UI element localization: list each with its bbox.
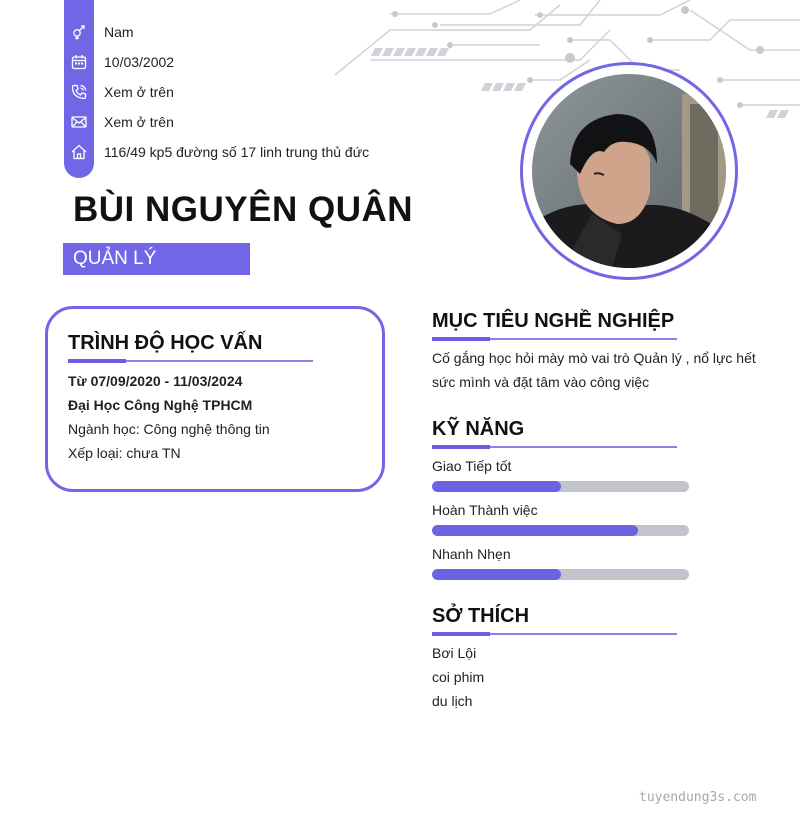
skill-label: Hoàn Thành việc	[432, 502, 538, 518]
mail-icon	[64, 107, 94, 137]
watermark: tuyendung3s.com	[639, 790, 757, 805]
email-text: Xem ở trên	[104, 114, 174, 130]
role-badge: QUẢN LÝ	[63, 243, 250, 275]
phone-text: Xem ở trên	[104, 84, 174, 100]
education-title: TRÌNH ĐỘ HỌC VẤN	[68, 332, 263, 354]
hobby-item: coi phim	[432, 669, 485, 685]
contact-email	[64, 107, 174, 137]
gender-icon	[64, 17, 94, 47]
avatar-frame	[520, 62, 738, 280]
contact-birthday	[64, 47, 174, 77]
avatar	[532, 74, 726, 268]
birthday-text: 10/03/2002	[104, 54, 175, 70]
objective-line-1: Cố gắng học hỏi mày mò vai trò Quản lý , nổ lực hết	[432, 350, 756, 366]
contact-gender	[64, 17, 134, 47]
contact-address	[64, 137, 369, 167]
education-school: Đại Học Công Nghệ TPHCM	[68, 397, 253, 413]
skills-title-underline	[432, 446, 677, 448]
address-text: 116/49 kp5 đường số 17 linh trung thủ đức	[104, 144, 370, 160]
skill-progress-bar	[432, 569, 689, 580]
education-title-underline	[68, 360, 313, 362]
skill-progress-fill	[432, 481, 561, 492]
contact-phone	[64, 77, 174, 107]
education-major: Ngành học: Công nghệ thông tin	[68, 421, 270, 437]
skills-title: KỸ NĂNG	[432, 418, 525, 440]
full-name: BÙI NGUYÊN QUÂN	[73, 190, 414, 229]
home-icon	[64, 137, 94, 167]
objective-title-underline	[432, 338, 677, 340]
objective-title: MỤC TIÊU NGHỀ NGHIỆP	[432, 310, 675, 332]
skill-progress-bar	[432, 525, 689, 536]
education-grade: Xếp loại: chưa TN	[68, 445, 181, 461]
calendar-icon	[64, 47, 94, 77]
education-period: Từ 07/09/2020 - 11/03/2024	[68, 373, 243, 389]
hobby-item: Bơi Lội	[432, 645, 477, 661]
hobby-item: du lịch	[432, 693, 473, 709]
hobbies-title: SỞ THÍCH	[432, 605, 530, 627]
skill-label: Nhanh Nhẹn	[432, 546, 511, 562]
hobbies-title-underline	[432, 633, 677, 635]
objective-line-2: sức mình và đặt tâm vào công việc	[432, 374, 650, 390]
skill-progress-bar	[432, 481, 689, 492]
skill-progress-fill	[432, 525, 638, 536]
gender-text: Nam	[104, 24, 134, 40]
phone-icon	[64, 77, 94, 107]
skill-label: Giao Tiếp tốt	[432, 458, 512, 474]
skill-progress-fill	[432, 569, 561, 580]
